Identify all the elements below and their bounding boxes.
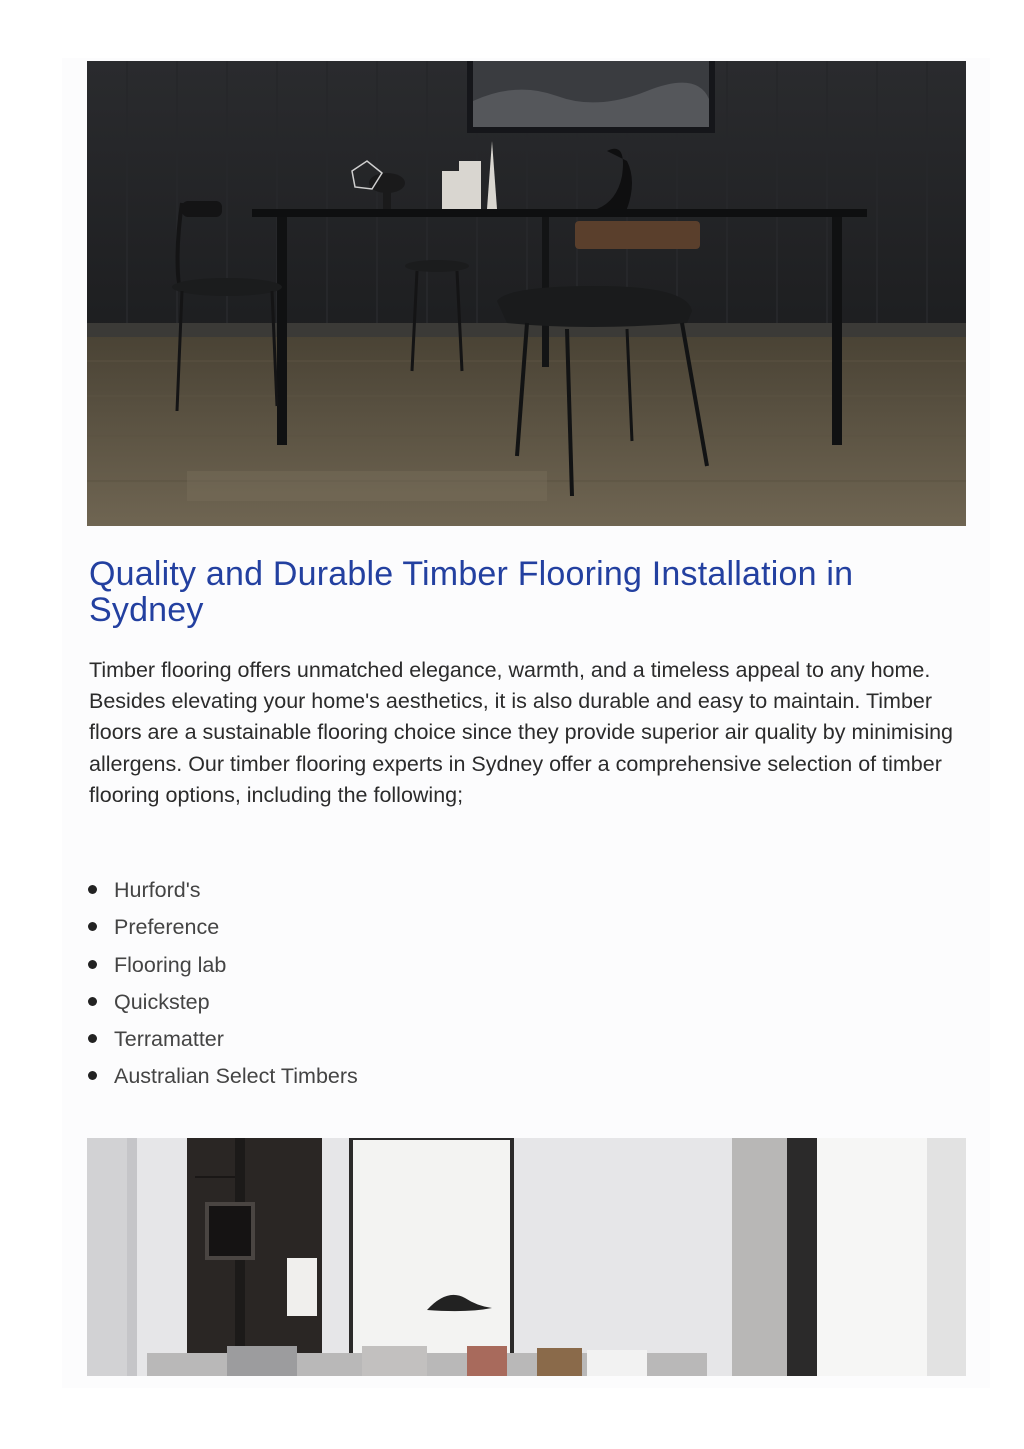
brand-label: Preference (114, 915, 220, 940)
page-title: Quality and Durable Timber Flooring Installation in Sydney (89, 555, 854, 629)
list-item (88, 949, 358, 986)
bullet-icon (88, 997, 97, 1006)
list-item (88, 874, 358, 911)
intro-paragraph: Timber flooring offers unmatched elegance, warmth, and a timeless appeal to any home. Besides elevating your home's aesthetics, it is also durable and easy to maintain. Timber floors are a sustainable flooring choice since they provide superior air quality by minimising allergens. Our timber flooring experts in Sydney offer a comprehensive selection of timber flooring options, including the following; (89, 658, 954, 807)
bullet-icon (88, 960, 97, 969)
list-item (88, 1023, 358, 1060)
bullet-icon (88, 1071, 97, 1080)
brand-label: Terramatter (114, 1027, 224, 1052)
dining-room-photo (87, 61, 966, 526)
brand-list (88, 874, 358, 1098)
brand-label: Australian Select Timbers (114, 1064, 358, 1089)
list-item (88, 986, 358, 1023)
list-item (88, 911, 358, 948)
list-item (88, 1060, 358, 1097)
bullet-icon (88, 922, 97, 931)
brand-label: Flooring lab (114, 952, 227, 977)
brand-label: Hurford's (114, 878, 201, 902)
brand-label: Quickstep (114, 989, 210, 1014)
bullet-icon (88, 885, 97, 894)
living-room-photo (87, 1138, 966, 1376)
bullet-icon (88, 1034, 97, 1043)
